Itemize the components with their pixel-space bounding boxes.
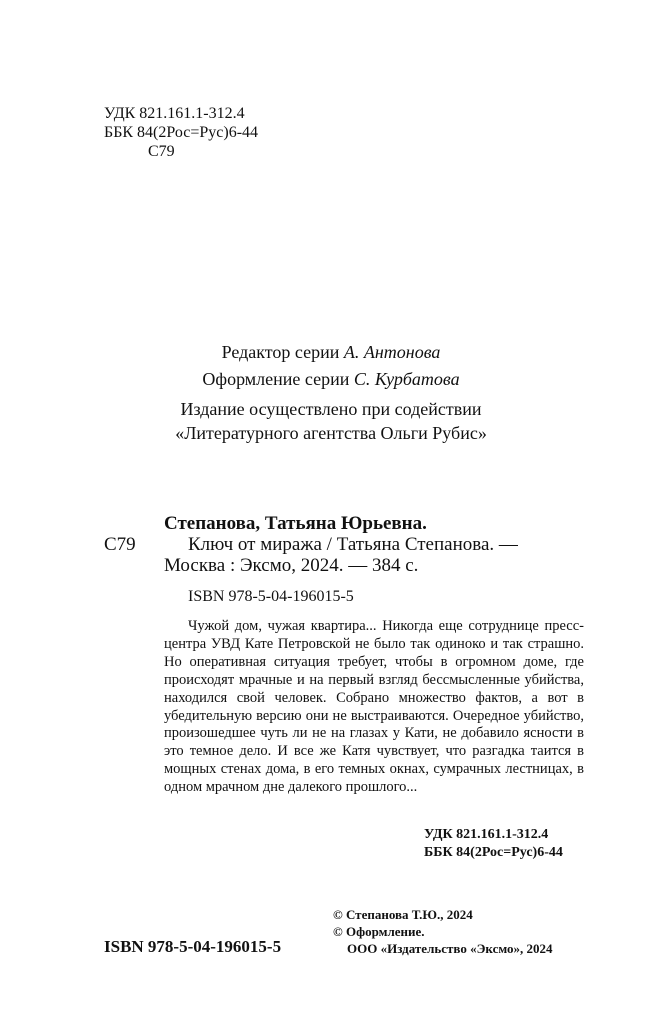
- series-design-name: С. Курбатова: [353, 369, 460, 389]
- series-editor-line: [0, 340, 662, 364]
- copyright-block: [333, 906, 553, 957]
- bottom-classification-block: [424, 826, 563, 862]
- bibliography-publication: Москва : Эксмо, 2024. — 384 с.: [164, 555, 419, 576]
- copyright-design-label: © Оформление.: [333, 924, 425, 939]
- bibliography-title: Ключ от миража / Татьяна Степанова. —: [188, 534, 518, 555]
- top-classification-block: [104, 104, 258, 161]
- support-line-2: «Литературного агентства Ольги Рубис»: [175, 423, 487, 443]
- copyright-publisher: ООО «Издательство «Эксмо», 2024: [347, 941, 553, 956]
- bottom-bbk-code: ББК 84(2Рос=Рус)6-44: [424, 845, 563, 860]
- annotation-paragraph: Чужой дом, чужая квартира... Никогда еще сотруднице пресс-центра УВД Кате Петровской не было так одиноко и так страшно. Но оперативная ситуация требует, чтобы в огромном доме, где происходят мрачные и на первый взгляд бессмысленные убийства, находился свой человек. Собрано множество фактов, а вот в убедительную версию они не выстраиваются. Очередное убийство, произошедшее чуть ли не на глазах у Кати, не добавило ясности в это темное дело. И все же Катя чувствует, что разгадка таится в мощных стенах дома, в его темных окнах, сумрачных лестницах, в одном мрачном дне далекого прошлого...: [164, 618, 584, 796]
- bbk-code: ББК 84(2Рос=Рус)6-44: [104, 124, 259, 141]
- udk-code: УДК 821.161.1-312.4: [104, 105, 245, 122]
- bibliography-author: Степанова, Татьяна Юрьевна.: [164, 513, 427, 534]
- bottom-udk-code: УДК 821.161.1-312.4: [424, 827, 549, 842]
- series-design-line: [0, 367, 662, 391]
- support-line-1: Издание осуществлено при содействии: [180, 399, 482, 419]
- series-editor-name: А. Антонова: [343, 342, 441, 362]
- series-design-label: Оформление серии: [202, 369, 350, 389]
- bibliography-isbn: ISBN 978-5-04-196015-5: [188, 588, 354, 605]
- series-editor-label: Редактор серии: [221, 342, 340, 362]
- cutter-code: С79: [148, 143, 175, 160]
- bibliography-cutter: С79: [104, 534, 136, 555]
- bottom-isbn: ISBN 978-5-04-196015-5: [104, 937, 282, 956]
- copyright-author: © Степанова Т.Ю., 2024: [333, 907, 473, 922]
